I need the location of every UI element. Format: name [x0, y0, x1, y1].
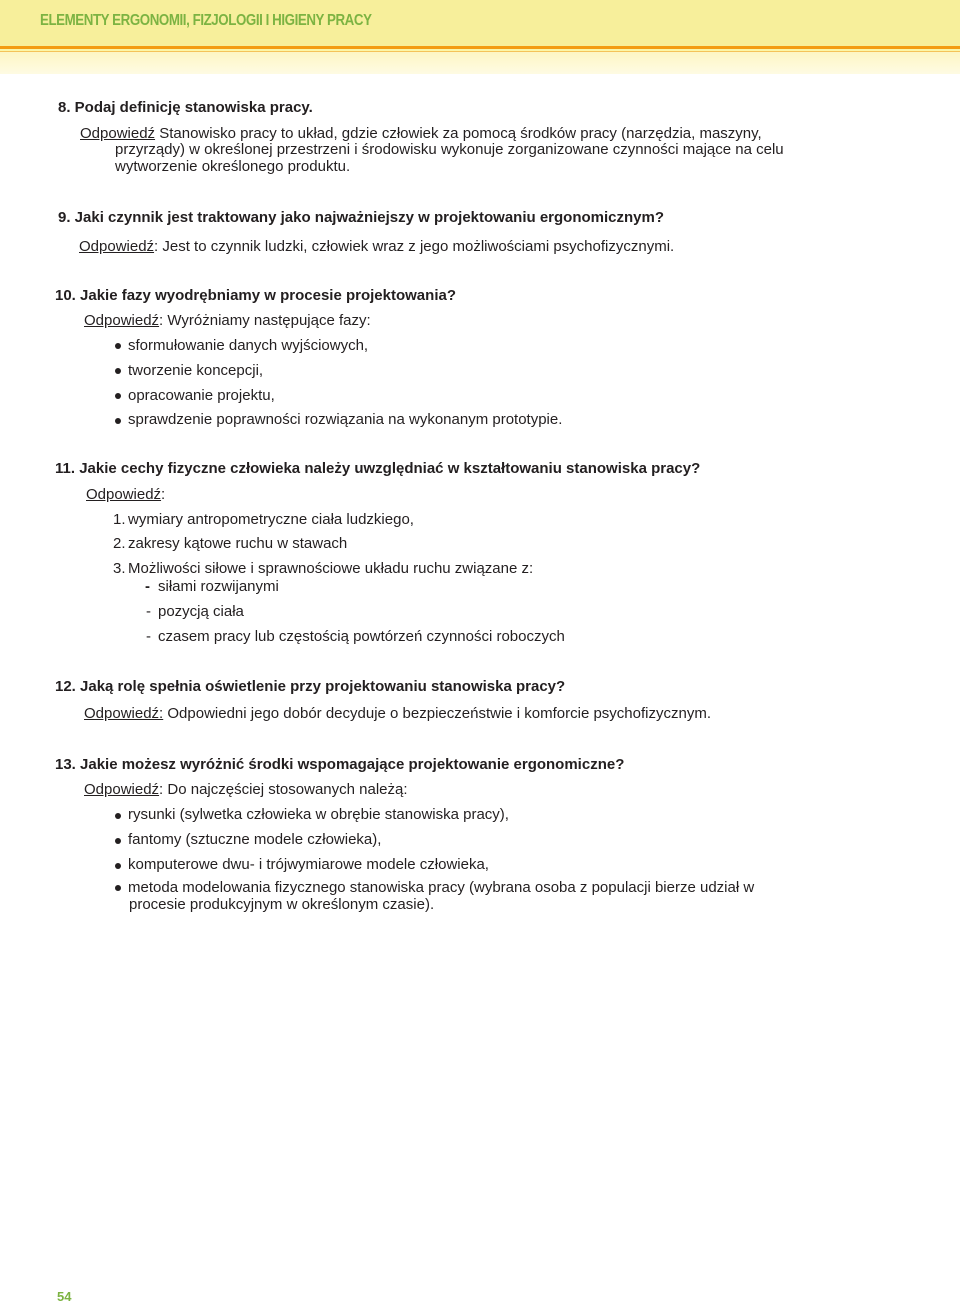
- bullet-icon: [115, 368, 121, 374]
- dash: -: [145, 578, 150, 595]
- answer-10: [84, 312, 371, 330]
- answer-13-text: : Do najczęściej stosowanych należą:: [159, 781, 408, 798]
- numbered-num: 1.: [113, 511, 126, 528]
- bullet-icon: [115, 343, 121, 349]
- answer-9-text: : Jest to czynnik ludzki, człowiek wraz z jego możliwościami psychofizycznymi.: [154, 238, 675, 255]
- numbered-num: 2.: [113, 535, 126, 552]
- question-12: 12. Jaką rolę spełnia oświetlenie przy projektowaniu stanowiska pracy?: [55, 678, 566, 695]
- bullet-icon: [115, 863, 121, 869]
- sub-item: pozycją ciała: [158, 603, 244, 620]
- answer-8-text: Stanowisko pracy to układ, gdzie człowiek za pomocą środków pracy (narzędzia, maszyny,: [155, 125, 762, 142]
- dash: -: [146, 603, 151, 620]
- list-item: sprawdzenie poprawności rozwiązania na wykonanym prototypie.: [128, 411, 563, 428]
- bullet-icon: [115, 885, 121, 891]
- answer-11-text: :: [161, 486, 166, 503]
- bullet-icon: [115, 838, 121, 844]
- bullet-icon: [115, 813, 121, 819]
- answer-11: [86, 486, 165, 504]
- numbered-num: 3.: [113, 560, 126, 577]
- bullet-icon: [115, 418, 121, 424]
- list-item: sformułowanie danych wyjściowych,: [128, 337, 369, 354]
- sub-item: siłami rozwijanymi: [158, 578, 279, 595]
- list-item: opracowanie projektu,: [128, 387, 275, 404]
- answer-12: [84, 705, 711, 723]
- page-header: [0, 0, 960, 74]
- answer-label: Odpowiedź: [84, 312, 160, 329]
- answer-8-line2: przyrządy) w określonej przestrzeni i środowisku wykonuje zorganizowane czynności mające na celu: [115, 141, 784, 158]
- list-item: metoda modelowania fizycznego stanowiska pracy (wybrana osoba z populacji bierze udział w: [128, 879, 755, 896]
- page-number: 54: [57, 1289, 72, 1304]
- answer-8-line3: wytworzenie określonego produktu.: [115, 158, 351, 175]
- answer-label: Odpowiedź: [84, 781, 160, 798]
- list-item: rysunki (sylwetka człowieka w obrębie stanowiska pracy),: [128, 806, 509, 823]
- numbered-item: zakresy kątowe ruchu w stawach: [128, 535, 348, 552]
- list-item: komputerowe dwu- i trójwymiarowe modele człowieka,: [128, 856, 489, 873]
- bullet-icon: [115, 393, 121, 399]
- question-11: 11. Jakie cechy fizyczne człowieka należy uwzględniać w kształtowaniu stanowiska pracy?: [55, 460, 701, 477]
- list-item-continuation: procesie produkcyjnym w określonym czasie).: [129, 896, 435, 913]
- answer-9: [79, 238, 674, 256]
- answer-label: Odpowiedź: [86, 486, 162, 503]
- sub-item: czasem pracy lub częstością powtórzeń czynności roboczych: [158, 628, 565, 645]
- answer-12-text: Odpowiedni jego dobór decyduje o bezpieczeństwie i komforcie psychofizycznym.: [163, 705, 711, 722]
- dash: -: [146, 628, 151, 645]
- numbered-item: wymiary antropometryczne ciała ludzkiego,: [128, 511, 414, 528]
- list-item: fantomy (sztuczne modele człowieka),: [128, 831, 382, 848]
- answer-label: Odpowiedź: [80, 125, 156, 142]
- question-8: 8. Podaj definicję stanowiska pracy.: [58, 99, 313, 116]
- numbered-item: Możliwości siłowe i sprawnościowe układu ruchu związane z:: [128, 560, 534, 577]
- header-title: ELEMENTY ERGONOMII, FIZJOLOGII I HIGIENY PRACY: [40, 12, 372, 29]
- question-13: 13. Jakie możesz wyróżnić środki wspomagające projektowanie ergonomiczne?: [55, 756, 625, 773]
- list-item: tworzenie koncepcji,: [128, 362, 264, 379]
- header-shade: [0, 52, 960, 74]
- answer-13: [84, 781, 408, 799]
- question-10: 10. Jakie fazy wyodrębniamy w procesie projektowania?: [55, 287, 456, 304]
- answer-10-text: : Wyróżniamy następujące fazy:: [159, 312, 371, 329]
- header-rule: [0, 46, 960, 49]
- answer-label: Odpowiedź: [79, 238, 155, 255]
- answer-label: Odpowiedź:: [84, 705, 164, 722]
- question-9: 9. Jaki czynnik jest traktowany jako najważniejszy w projektowaniu ergonomicznym?: [58, 209, 665, 226]
